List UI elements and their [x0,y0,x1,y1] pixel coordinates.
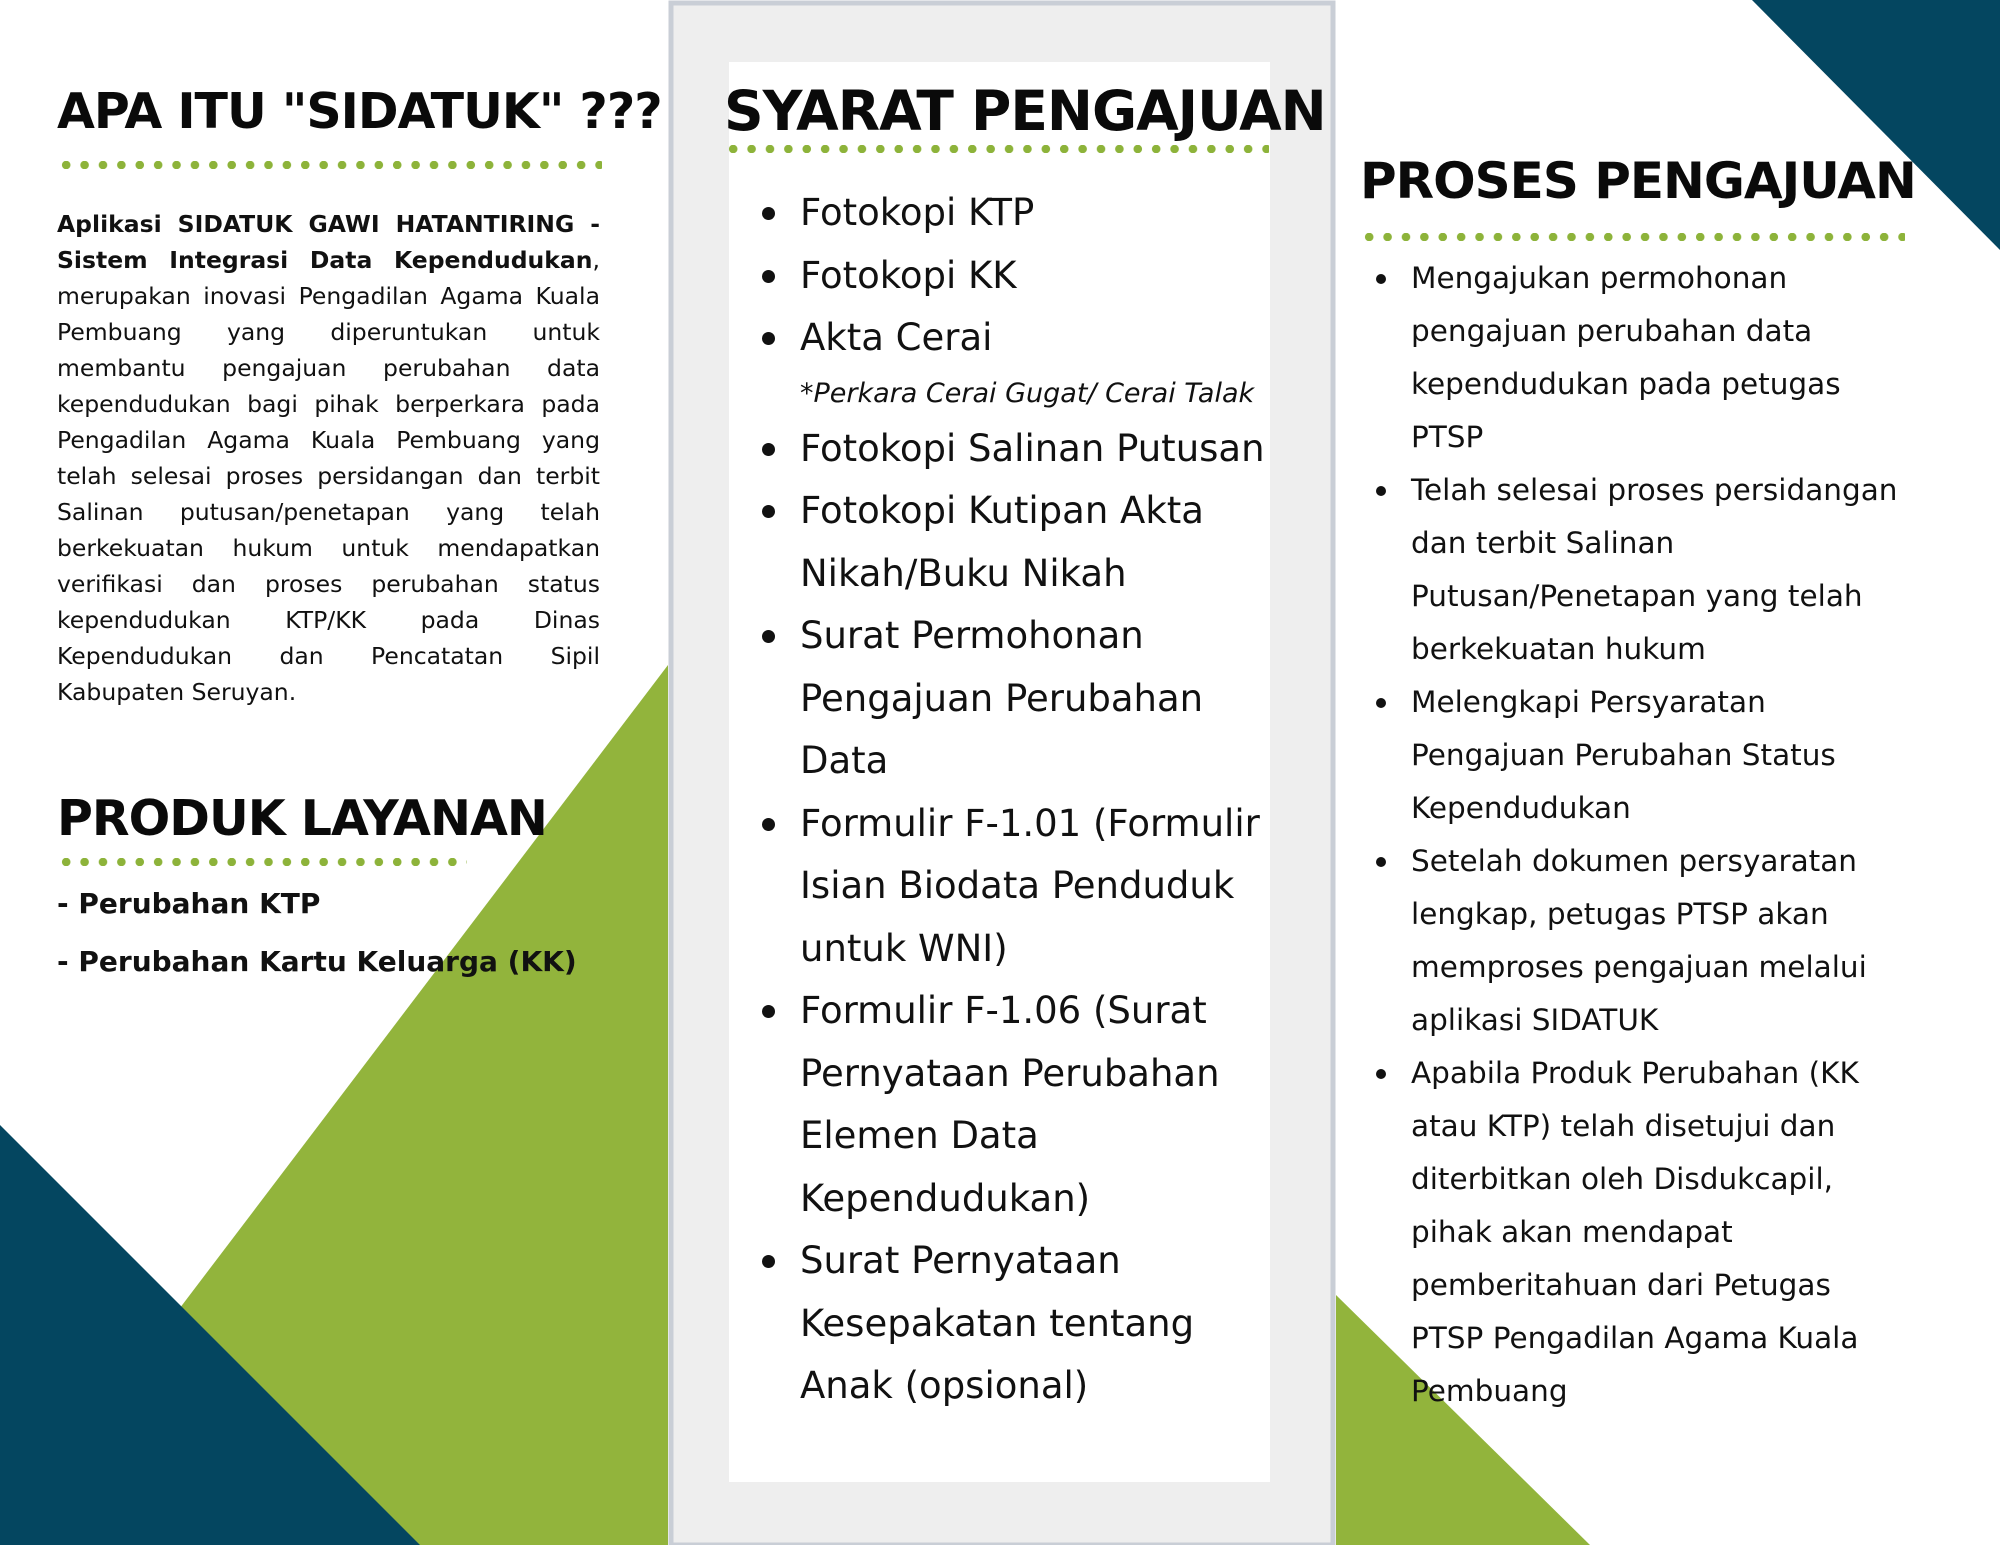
process-step: Mengajukan permohonan pengajuan perubahan data kependudukan pada petugas PTSP [1370,252,1900,464]
process-step: Setelah dokumen persyaratan lengkap, petugas PTSP akan memproses pengajuan melalui aplikasi SIDATUK [1370,835,1900,1047]
process-list [1370,252,1900,1418]
process-step: Apabila Produk Perubahan (KK atau KTP) telah disetujui dan diterbitkan oleh Disdukcapil, pihak akan mendapat pemberitahuan dari Petugas PTSP Pengadilan Agama Kuala Pembuang [1370,1047,1900,1418]
about-description-bold: Aplikasi SIDATUK GAWI HATANTIRING - Sistem Integrasi Data Kependudukan [57,210,600,274]
about-description-body: , merupakan inovasi Pengadilan Agama Kuala Pembuang yang diperuntukan untuk membantu pengajuan perubahan data kependudukan bagi pihak berperkara pada Pengadilan Agama Kuala Pembuang yang telah selesai proses persidangan dan terbit Salinan putusan/penetapan yang telah berkekuatan hukum untuk mendapatkan verifikasi dan proses perubahan status kependudukan KTP/KK pada Dinas Kependudukan dan Pencatatan Sipil Kabupaten Seruyan. [57,246,600,706]
produk-item: - Perubahan KTP [57,887,321,920]
requirement-item: Fotokopi KTP [760,182,1280,245]
produk-title-divider [57,858,467,866]
produk-title: PRODUK LAYANAN [57,790,547,847]
right-navy-triangle [1752,0,2000,250]
requirement-item: Fotokopi KK [760,245,1280,308]
about-description [57,206,600,710]
produk-list [57,875,577,991]
process-title-divider [1360,233,1905,241]
requirement-item: Formulir F-1.06 (Surat Pernyataan Perubahan Elemen Data Kependudukan) [760,980,1280,1230]
about-title: APA ITU "SIDATUK" ??? [57,83,662,140]
requirement-item: Formulir F-1.01 (Formulir Isian Biodata Penduduk untuk WNI) [760,793,1280,981]
produk-item: - Perubahan Kartu Keluarga (KK) [57,945,577,978]
requirements-title-divider [724,145,1269,153]
requirement-item: Akta Cerai [760,307,1280,370]
requirement-item: Fotokopi Salinan Putusan [760,418,1280,481]
about-title-divider [57,161,602,169]
process-step: Telah selesai proses persidangan dan terbit Salinan Putusan/Penetapan yang telah berkekuatan hukum [1370,464,1900,676]
requirements-title: SYARAT PENGAJUAN [724,79,1326,143]
requirement-item: Surat Permohonan Pengajuan Perubahan Data [760,605,1280,793]
requirement-note: *Perkara Cerai Gugat/ Cerai Talak [800,377,1255,409]
requirement-item: Surat Pernyataan Kesepakatan tentang Anak (opsional) [760,1230,1280,1418]
requirements-list [760,182,1280,1418]
requirement-item: Fotokopi Kutipan Akta Nikah/Buku Nikah [760,480,1280,605]
process-step: Melengkapi Persyaratan Pengajuan Perubahan Status Kependudukan [1370,676,1900,835]
process-title: PROSES PENGAJUAN [1360,152,1916,210]
